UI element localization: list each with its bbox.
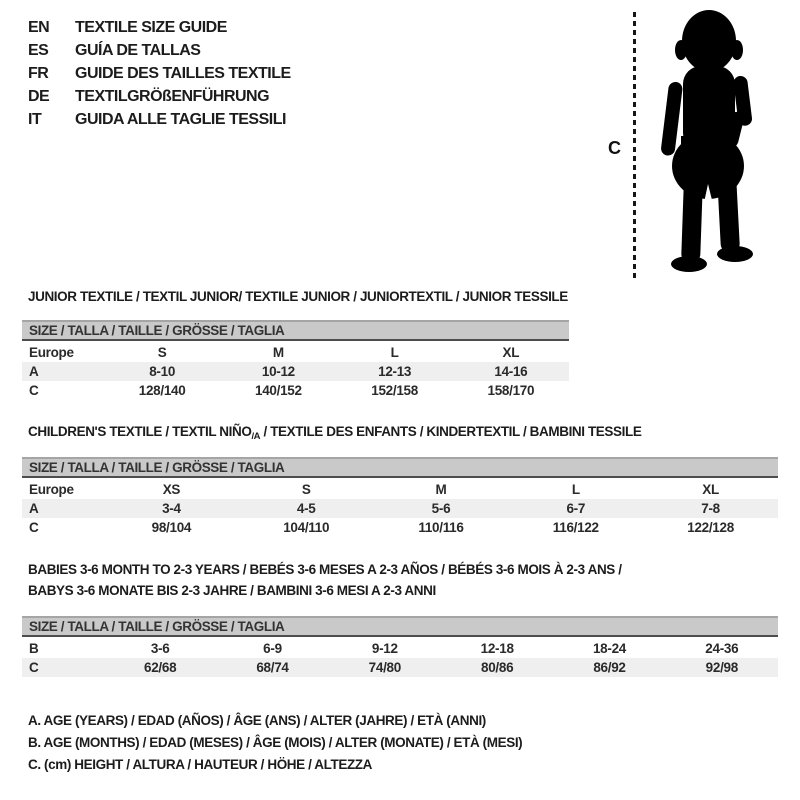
row-label: B — [29, 641, 39, 656]
table-cell: 9-12 — [371, 641, 398, 656]
language-row-es — [28, 39, 291, 62]
table-cell: 14-16 — [494, 364, 528, 379]
table-body — [22, 480, 778, 537]
junior-section-title: JUNIOR TEXTILE / TEXTIL JUNIOR/ TEXTILE JUNIOR / JUNIORTEXTIL / JUNIOR TESSILE — [28, 289, 568, 304]
row-label: A — [29, 501, 39, 516]
language-code: DE — [28, 87, 50, 105]
table-cell: XL — [702, 482, 719, 497]
table-cell: 92/98 — [705, 660, 738, 675]
table-body — [22, 343, 569, 400]
table-cell: 5-6 — [431, 501, 451, 516]
table-cell: 152/158 — [371, 383, 418, 398]
children-size-table — [22, 457, 778, 537]
table-cell: 158/170 — [487, 383, 535, 398]
row-label: C — [29, 520, 39, 535]
height-measure-label: C — [608, 138, 621, 158]
table-cell: 10-12 — [261, 364, 295, 379]
language-list — [28, 16, 291, 131]
children-title-subscript: /A — [251, 431, 261, 442]
table-cell: 104/110 — [283, 520, 330, 535]
table-row — [22, 518, 778, 537]
table-cell: M — [435, 482, 447, 497]
table-cell: 7-8 — [701, 501, 720, 516]
table-cell: 128/140 — [138, 383, 186, 398]
language-title: GUIDE DES TAILLES TEXTILE — [75, 64, 291, 82]
babies-size-table — [22, 616, 778, 677]
table-body — [22, 639, 778, 677]
row-label: Europe — [29, 345, 74, 360]
toddler-silhouette-icon — [645, 8, 771, 276]
table-cell: 74/80 — [368, 660, 401, 675]
table-cell: 80/86 — [481, 660, 514, 675]
table-row — [22, 639, 778, 658]
table-cell: 140/152 — [255, 383, 302, 398]
language-title: GUÍA DE TALLAS — [75, 41, 201, 59]
language-title: TEXTILE SIZE GUIDE — [75, 18, 227, 36]
note-height-cm: C. (cm) HEIGHT / ALTURA / HAUTEUR / HÖHE / ALTEZZA — [28, 757, 372, 772]
babies-title-line1: BABIES 3-6 MONTH TO 2-3 YEARS / BEBÉS 3-6 MESES A 2-3 AÑOS / BÉBÉS 3-6 MOIS À 2-3 ANS / — [28, 562, 622, 577]
size-header-bar: SIZE / TALLA / TAILLE / GRÖSSE / TAGLIA — [22, 320, 569, 341]
row-label: A — [29, 364, 39, 379]
table-cell: XL — [502, 345, 520, 360]
language-code: EN — [28, 18, 50, 36]
table-cell: 6-7 — [566, 501, 586, 516]
row-label: C — [29, 383, 39, 398]
children-section-title — [28, 424, 641, 442]
language-title: GUIDA ALLE TAGLIE TESSILI — [75, 110, 286, 128]
footnotes — [28, 710, 522, 776]
table-cell: XS — [162, 482, 181, 497]
table-row — [22, 480, 778, 499]
language-code: IT — [28, 110, 42, 128]
table-row — [22, 362, 569, 381]
language-row-en — [28, 16, 291, 39]
babies-section-title — [28, 559, 622, 601]
table-row — [22, 381, 569, 400]
row-label: C — [29, 660, 39, 675]
table-cell: 3-6 — [150, 641, 170, 656]
table-cell: 62/68 — [144, 660, 177, 675]
table-cell: 110/116 — [418, 520, 464, 535]
note-age-years: A. AGE (YEARS) / EDAD (AÑOS) / ÂGE (ANS) / ALTER (JAHRE) / ETÀ (ANNI) — [28, 713, 486, 728]
height-measure-dashed-line — [633, 12, 636, 278]
table-cell: 86/92 — [593, 660, 626, 675]
table-cell: 8-10 — [149, 364, 176, 379]
language-code: ES — [28, 41, 49, 59]
row-label: Europe — [29, 482, 74, 497]
note-age-months: B. AGE (MONTHS) / EDAD (MESES) / ÂGE (MOIS) / ALTER (MONATE) / ETÀ (MESI) — [28, 735, 523, 750]
language-code: FR — [28, 64, 49, 82]
table-cell: 98/104 — [151, 520, 192, 535]
table-cell: 68/74 — [256, 660, 289, 675]
size-header-bar: SIZE / TALLA / TAILLE / GRÖSSE / TAGLIA — [22, 457, 778, 478]
table-cell: 6-9 — [263, 641, 282, 656]
table-cell: 122/128 — [687, 520, 734, 535]
table-cell: 12-18 — [480, 641, 514, 656]
table-cell: 3-4 — [162, 501, 181, 516]
table-cell: L — [390, 345, 399, 360]
size-header-bar: SIZE / TALLA / TAILLE / GRÖSSE / TAGLIA — [22, 616, 778, 637]
language-row-fr — [28, 62, 291, 85]
table-cell: S — [301, 482, 311, 497]
table-cell: L — [571, 482, 580, 497]
table-cell: M — [272, 345, 284, 360]
language-title: TEXTILGRÖßENFÜHRUNG — [75, 87, 270, 105]
table-cell: 12-13 — [378, 364, 412, 379]
table-cell: 18-24 — [592, 641, 626, 656]
table-row — [22, 658, 778, 677]
children-title-text-after: / TEXTILE DES ENFANTS / KINDERTEXTIL / BAMBINI TESSILE — [260, 424, 642, 439]
babies-title-line2: BABYS 3-6 MONATE BIS 2-3 JAHRE / BAMBINI 3-6 MESI A 2-3 ANNI — [28, 583, 436, 598]
table-row — [22, 343, 569, 362]
table-cell: S — [157, 345, 167, 360]
children-title-text: CHILDREN'S TEXTILE / TEXTIL NIÑO — [28, 424, 252, 439]
table-cell: 4-5 — [296, 501, 316, 516]
table-row — [22, 499, 778, 518]
table-cell: 116/122 — [552, 520, 599, 535]
table-cell: 24-36 — [705, 641, 739, 656]
language-row-it — [28, 108, 291, 131]
language-row-de — [28, 85, 291, 108]
junior-size-table — [22, 320, 569, 400]
